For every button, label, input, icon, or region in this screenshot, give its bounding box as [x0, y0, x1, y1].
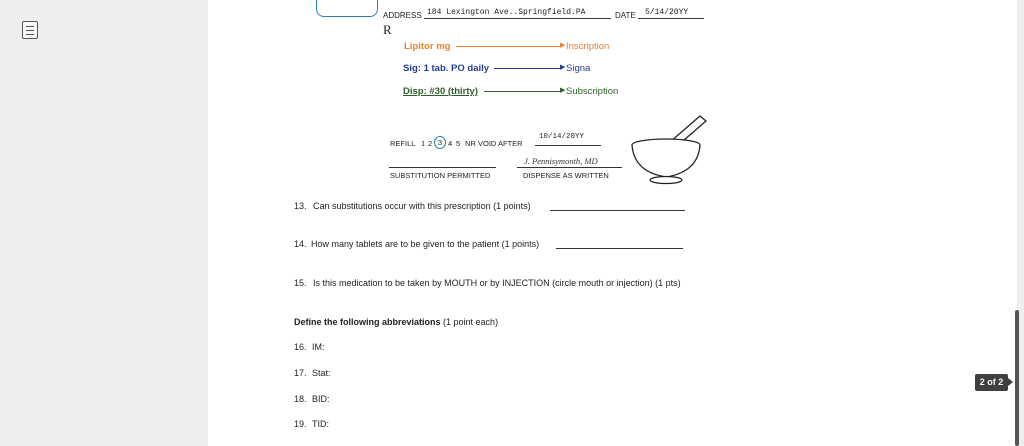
- sidebar: [0, 0, 208, 446]
- refill-nr: NR: [465, 139, 476, 148]
- inscription-label: Inscription: [566, 41, 610, 52]
- header-bracket: [316, 0, 378, 17]
- question-14-number: 14.: [294, 239, 307, 249]
- refill-number-4: 4: [448, 139, 453, 148]
- substitution-line: [389, 167, 496, 168]
- subscription-arrow: [484, 91, 562, 92]
- address-line: [424, 18, 611, 19]
- question-14-answer-line: [556, 248, 683, 249]
- question-15-number: 15.: [294, 278, 307, 288]
- signa-label: Signa: [566, 63, 591, 74]
- refill-number-1: 1: [421, 139, 426, 148]
- subscription-arrowhead: ▶: [560, 87, 566, 94]
- inscription-text: Lipitor mg: [404, 41, 451, 52]
- define-heading-suffix: (1 point each): [443, 317, 499, 327]
- question-13-text: Can substitutions occur with this prescription (1 points): [313, 201, 531, 211]
- void-after-value: 10/14/20YY: [539, 133, 585, 141]
- date-label: DATE: [615, 11, 636, 20]
- inscription-arrowhead: ▶: [560, 42, 566, 49]
- abbr-16-number: 16.: [294, 342, 307, 352]
- abbr-19-number: 19.: [294, 419, 307, 429]
- refill-number-3-circled: 3: [434, 136, 446, 149]
- scrollbar-thumb[interactable]: [1015, 310, 1019, 446]
- refill-number-2: 2: [428, 139, 433, 148]
- abbr-16-text: IM:: [312, 342, 325, 352]
- rx-symbol: R: [383, 22, 392, 37]
- question-13-answer-line: [550, 210, 685, 211]
- date-line: [638, 18, 704, 19]
- subscription-text: Disp: #30 (thirty): [403, 86, 478, 97]
- define-heading: [294, 317, 498, 327]
- page-indicator: 2 of 2: [975, 374, 1008, 391]
- inscription-arrow: [456, 46, 562, 47]
- refill-number-5: 5: [456, 139, 461, 148]
- abbr-18-text: BID:: [312, 394, 330, 404]
- outline-icon[interactable]: [22, 21, 38, 39]
- question-13-number: 13.: [294, 201, 307, 211]
- substitution-label: SUBSTITUTION PERMITTED: [390, 171, 491, 180]
- abbr-17-text: Stat:: [312, 368, 331, 378]
- date-value: 5/14/20YY: [645, 8, 689, 17]
- question-15-text: Is this medication to be taken by MOUTH or by INJECTION (circle mouth or injection) (1 pts): [313, 278, 681, 288]
- void-after-label: VOID AFTER: [478, 139, 523, 148]
- signa-arrow: [494, 68, 562, 69]
- abbr-17-number: 17.: [294, 368, 307, 378]
- refill-label: REFILL: [390, 139, 416, 148]
- mortar-pestle-icon: [626, 110, 708, 190]
- subscription-label: Subscription: [566, 86, 619, 97]
- void-after-line: [535, 145, 601, 146]
- question-14-text: How many tablets are to be given to the patient (1 points): [311, 239, 540, 249]
- abbr-18-number: 18.: [294, 394, 307, 404]
- dispense-line: [517, 167, 622, 168]
- define-heading-text: Define the following abbreviations: [294, 317, 441, 327]
- address-label: ADDRESS: [383, 11, 422, 20]
- signature: J. Pennisymonth, MD: [524, 156, 598, 166]
- dispense-label: DISPENSE AS WRITTEN: [523, 171, 609, 180]
- document-page: [208, 0, 1017, 446]
- abbr-19-text: TID:: [312, 419, 329, 429]
- address-value: 184 Lexington Ave..Springfield.PA: [427, 8, 586, 17]
- signa-text: Sig: 1 tab. PO daily: [403, 63, 490, 74]
- signa-arrowhead: ▶: [560, 64, 566, 71]
